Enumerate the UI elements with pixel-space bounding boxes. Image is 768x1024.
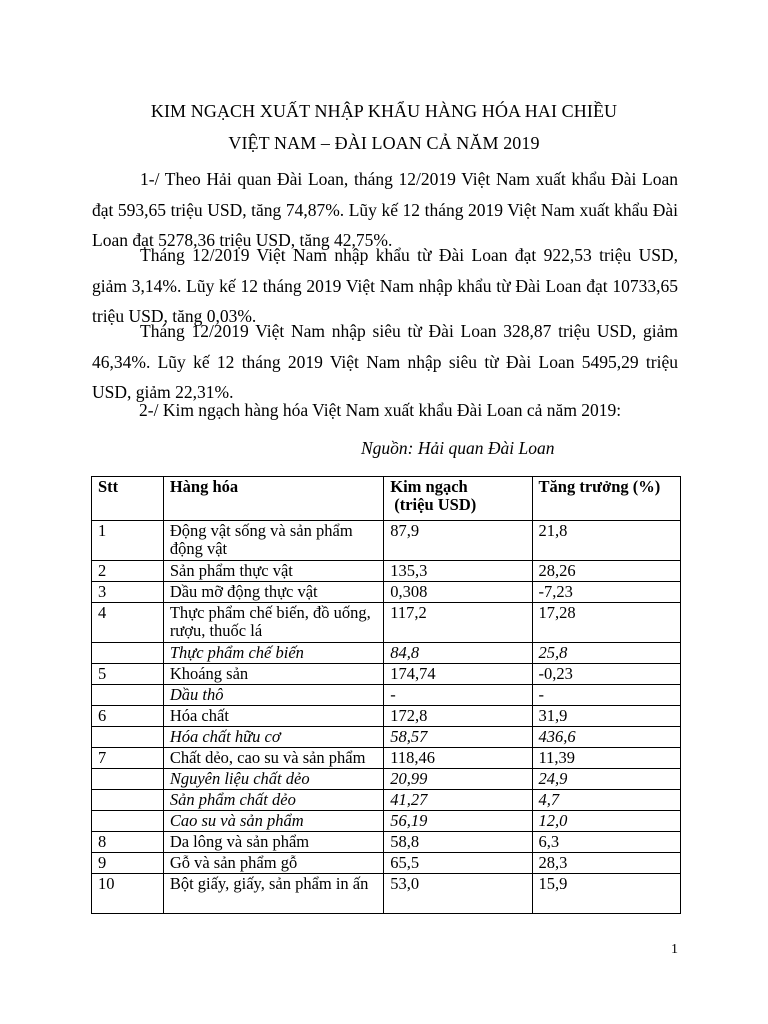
cell-stt: 1	[92, 521, 164, 561]
cell-growth: 25,8	[532, 643, 680, 664]
table-row	[92, 664, 681, 685]
header-value-label: Kim ngạch	[390, 477, 468, 496]
page-number: 1	[671, 942, 678, 957]
cell-item: Chất dẻo, cao su và sản phẩm	[163, 748, 383, 769]
cell-growth: -	[532, 685, 680, 706]
cell-stt: 4	[92, 603, 164, 643]
cell-item: Gỗ và sản phẩm gỗ	[163, 853, 383, 874]
cell-stt: 5	[92, 664, 164, 685]
cell-value: 117,2	[384, 603, 532, 643]
table-row	[92, 832, 681, 853]
cell-item: Dầu mỡ động thực vật	[163, 582, 383, 603]
cell-growth: 6,3	[532, 832, 680, 853]
cell-stt	[92, 727, 164, 748]
cell-value: 87,9	[384, 521, 532, 561]
cell-value: 0,308	[384, 582, 532, 603]
table-row	[92, 643, 681, 664]
cell-item: Hóa chất hữu cơ	[163, 727, 383, 748]
cell-stt	[92, 685, 164, 706]
cell-growth: 21,8	[532, 521, 680, 561]
table-row	[92, 769, 681, 790]
header-stt: Stt	[92, 477, 164, 521]
cell-item: Sản phẩm thực vật	[163, 561, 383, 582]
cell-growth: -7,23	[532, 582, 680, 603]
cell-stt: 2	[92, 561, 164, 582]
cell-growth: -0,23	[532, 664, 680, 685]
table-row	[92, 685, 681, 706]
cell-item: Thực phẩm chế biến	[163, 643, 383, 664]
table-row	[92, 790, 681, 811]
table-body	[92, 521, 681, 914]
table-row	[92, 874, 681, 914]
table-row	[92, 748, 681, 769]
table-row	[92, 727, 681, 748]
cell-stt	[92, 769, 164, 790]
cell-item: Hóa chất	[163, 706, 383, 727]
export-goods-table	[91, 476, 681, 914]
document-title-line-1: KIM NGẠCH XUẤT NHẬP KHẨU HÀNG HÓA HAI CHIỀU	[150, 101, 618, 121]
header-value	[384, 477, 532, 521]
cell-stt	[92, 790, 164, 811]
cell-value: 135,3	[384, 561, 532, 582]
cell-value: -	[384, 685, 532, 706]
cell-growth: 28,26	[532, 561, 680, 582]
cell-item: Nguyên liệu chất dẻo	[163, 769, 383, 790]
cell-stt: 6	[92, 706, 164, 727]
header-item: Hàng hóa	[163, 477, 383, 521]
section-2-heading: 2-/ Kim ngạch hàng hóa Việt Nam xuất khẩu Đài Loan cả năm 2019:	[139, 400, 622, 420]
cell-item: Cao su và sản phẩm	[163, 811, 383, 832]
table-row	[92, 521, 681, 561]
cell-growth: 17,28	[532, 603, 680, 643]
cell-stt: 3	[92, 582, 164, 603]
header-growth: Tăng trưởng (%)	[532, 477, 680, 521]
table-row	[92, 582, 681, 603]
cell-item: Bột giấy, giấy, sản phẩm in ấn	[163, 874, 383, 914]
header-value-unit: (triệu USD)	[394, 495, 477, 514]
cell-value: 58,57	[384, 727, 532, 748]
cell-growth: 11,39	[532, 748, 680, 769]
cell-value: 20,99	[384, 769, 532, 790]
paragraph-import-summary: Tháng 12/2019 Việt Nam nhập khẩu từ Đài Loan đạt 922,53 triệu USD, giảm 3,14%. Lũy kế 12 tháng 2019 Việt Nam nhập khẩu từ Đài Loan đạt 10733,65 triệu USD, tăng 0,03%.	[92, 245, 678, 326]
cell-growth: 12,0	[532, 811, 680, 832]
cell-growth: 15,9	[532, 874, 680, 914]
cell-stt	[92, 643, 164, 664]
table-row	[92, 811, 681, 832]
cell-value: 172,8	[384, 706, 532, 727]
document-title-line-2: VIỆT NAM – ĐÀI LOAN CẢ NĂM 2019	[228, 133, 540, 153]
cell-stt: 8	[92, 832, 164, 853]
cell-growth: 28,3	[532, 853, 680, 874]
cell-value: 65,5	[384, 853, 532, 874]
cell-value: 174,74	[384, 664, 532, 685]
cell-value: 118,46	[384, 748, 532, 769]
source-note: Nguồn: Hải quan Đài Loan	[361, 438, 555, 458]
cell-item: Khoáng sản	[163, 664, 383, 685]
cell-growth: 31,9	[532, 706, 680, 727]
cell-item: Dầu thô	[163, 685, 383, 706]
table-row	[92, 706, 681, 727]
table-row	[92, 853, 681, 874]
paragraph-export-summary: 1-/ Theo Hải quan Đài Loan, tháng 12/2019 Việt Nam xuất khẩu Đài Loan đạt 593,65 triệu USD, tăng 74,87%. Lũy kế 12 tháng 2019 Việt Nam xuất khẩu Đài Loan đạt 5278,36 triệu USD, tăng 42,75%.	[92, 169, 678, 250]
cell-item: Thực phẩm chế biến, đồ uống, rượu, thuốc lá	[163, 603, 383, 643]
cell-growth: 24,9	[532, 769, 680, 790]
table-row	[92, 561, 681, 582]
cell-stt: 7	[92, 748, 164, 769]
table-header-row	[92, 477, 681, 521]
table-row	[92, 603, 681, 643]
cell-value: 53,0	[384, 874, 532, 914]
cell-growth: 436,6	[532, 727, 680, 748]
cell-stt	[92, 811, 164, 832]
cell-value: 58,8	[384, 832, 532, 853]
cell-item: Động vật sống và sản phẩm động vật	[163, 521, 383, 561]
cell-stt: 9	[92, 853, 164, 874]
cell-value: 41,27	[384, 790, 532, 811]
cell-item: Sản phẩm chất dẻo	[163, 790, 383, 811]
cell-value: 84,8	[384, 643, 532, 664]
cell-stt: 10	[92, 874, 164, 914]
cell-value: 56,19	[384, 811, 532, 832]
cell-item: Da lông và sản phẩm	[163, 832, 383, 853]
paragraph-trade-deficit: Tháng 12/2019 Việt Nam nhập siêu từ Đài Loan 328,87 triệu USD, giảm 46,34%. Lũy kế 12 tháng 2019 Việt Nam nhập siêu từ Đài Loan 5495,29 triệu USD, giảm 22,31%.	[92, 321, 678, 402]
cell-growth: 4,7	[532, 790, 680, 811]
